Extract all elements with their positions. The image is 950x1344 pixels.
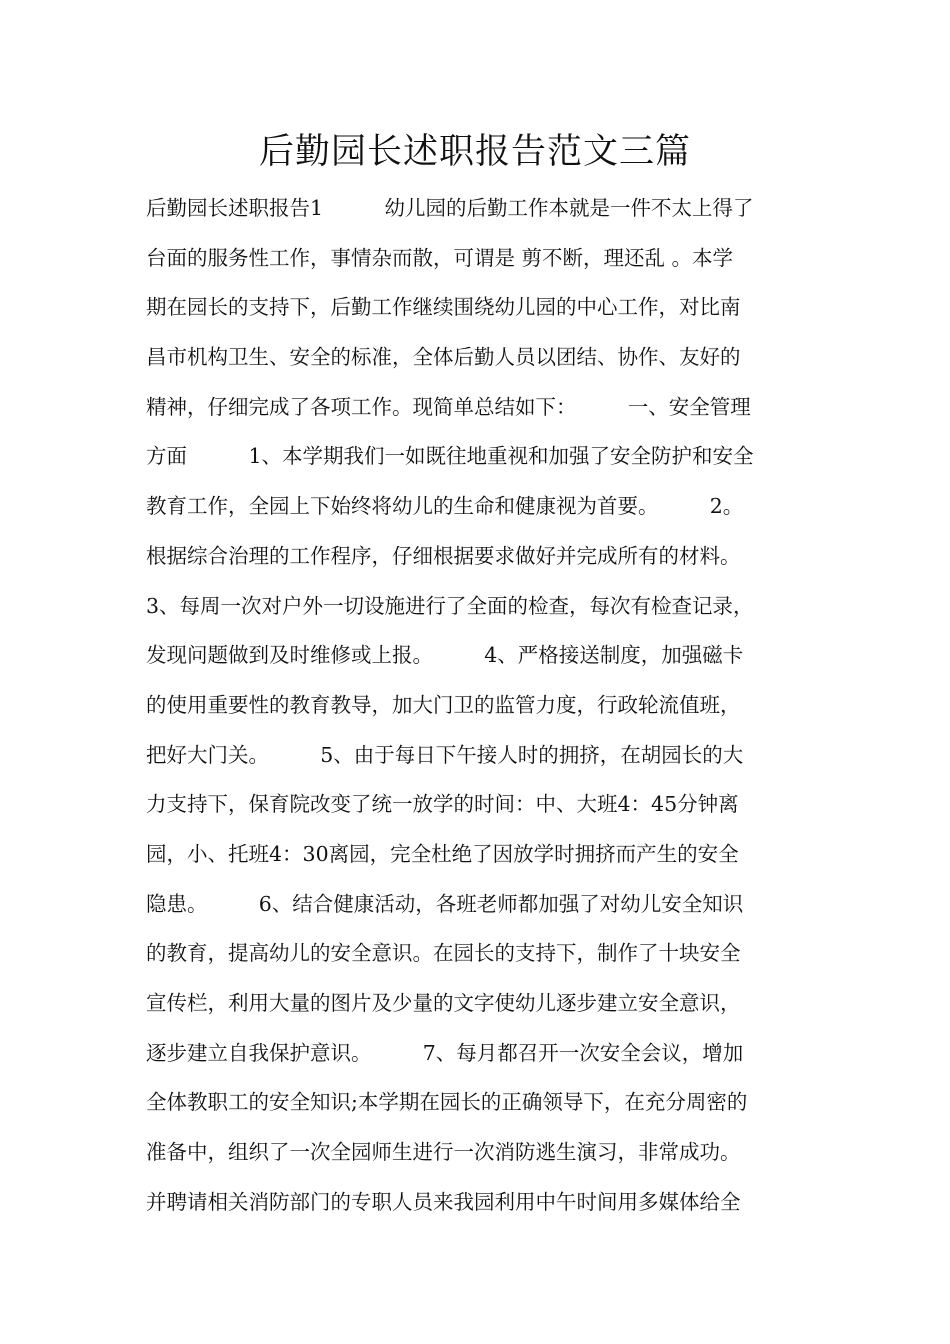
body-line: 期在园长的支持下，后勤工作继续围绕幼儿园的中心工作，对比南	[146, 295, 741, 320]
body-line: 方面 1、本学期我们一如既往地重视和加强了安全防护和安全	[146, 444, 754, 469]
body-line: 的使用重要性的教育教导，加大门卫的监管力度，行政轮流值班，	[146, 692, 741, 717]
body-line: 3、每周一次对户外一切设施进行了全面的检查，每次有检查记录，	[146, 593, 754, 618]
body-line: 准备中，组织了一次全园师生进行一次消防逃生演习，非常成功。	[146, 1140, 741, 1165]
body-line: 根据综合治理的工作程序，仔细根据要求做好并完成所有的材料。	[146, 543, 741, 568]
body-line: 精神，仔细完成了各项工作。现简单总结如下： 一、安全管理	[146, 394, 751, 419]
document-body	[146, 184, 806, 1227]
body-line: 发现问题做到及时维修或上报。 4、严格接送制度，加强磁卡	[146, 643, 744, 668]
body-line: 力支持下，保育院改变了统一放学的时间：中、大班4：45分钟离	[146, 792, 739, 817]
body-line: 并聘请相关消防部门的专职人员来我园利用中午时间用多媒体给全	[146, 1189, 741, 1214]
body-line: 后勤园长述职报告1 幼儿园的后勤工作本就是一件不太上得了	[146, 196, 754, 220]
body-line: 全体教职工的安全知识;本学期在园长的正确领导下，在充分周密的	[146, 1090, 748, 1115]
body-line: 园，小、托班4：30离园，完全杜绝了因放学时拥挤而产生的安全	[146, 841, 739, 866]
body-line: 逐步建立自我保护意识。 7、每月都召开一次安全会议，增加	[146, 1040, 744, 1065]
body-line: 教育工作，全园上下始终将幼儿的生命和健康视为首要。 2。	[146, 494, 744, 519]
page-title: 后勤园长述职报告范文三篇	[258, 132, 691, 172]
body-line: 宣传栏，利用大量的图片及少量的文字使幼儿逐步建立安全意识，	[146, 991, 741, 1015]
body-line: 把好大门关。 5、由于每日下午接人时的拥挤，在胡园长的大	[146, 742, 744, 767]
body-line: 的教育，提高幼儿的安全意识。在园长的支持下，制作了十块安全	[146, 941, 741, 966]
body-line: 台面的服务性工作，事情杂而散，可谓是 剪不断，理还乱 。本学	[146, 245, 734, 270]
body-line: 昌市机构卫生、安全的标准，全体后勤人员以团结、协作、友好的	[146, 345, 741, 370]
body-line: 隐患。 6、结合健康活动，各班老师都加强了对幼儿安全知识	[146, 891, 744, 916]
